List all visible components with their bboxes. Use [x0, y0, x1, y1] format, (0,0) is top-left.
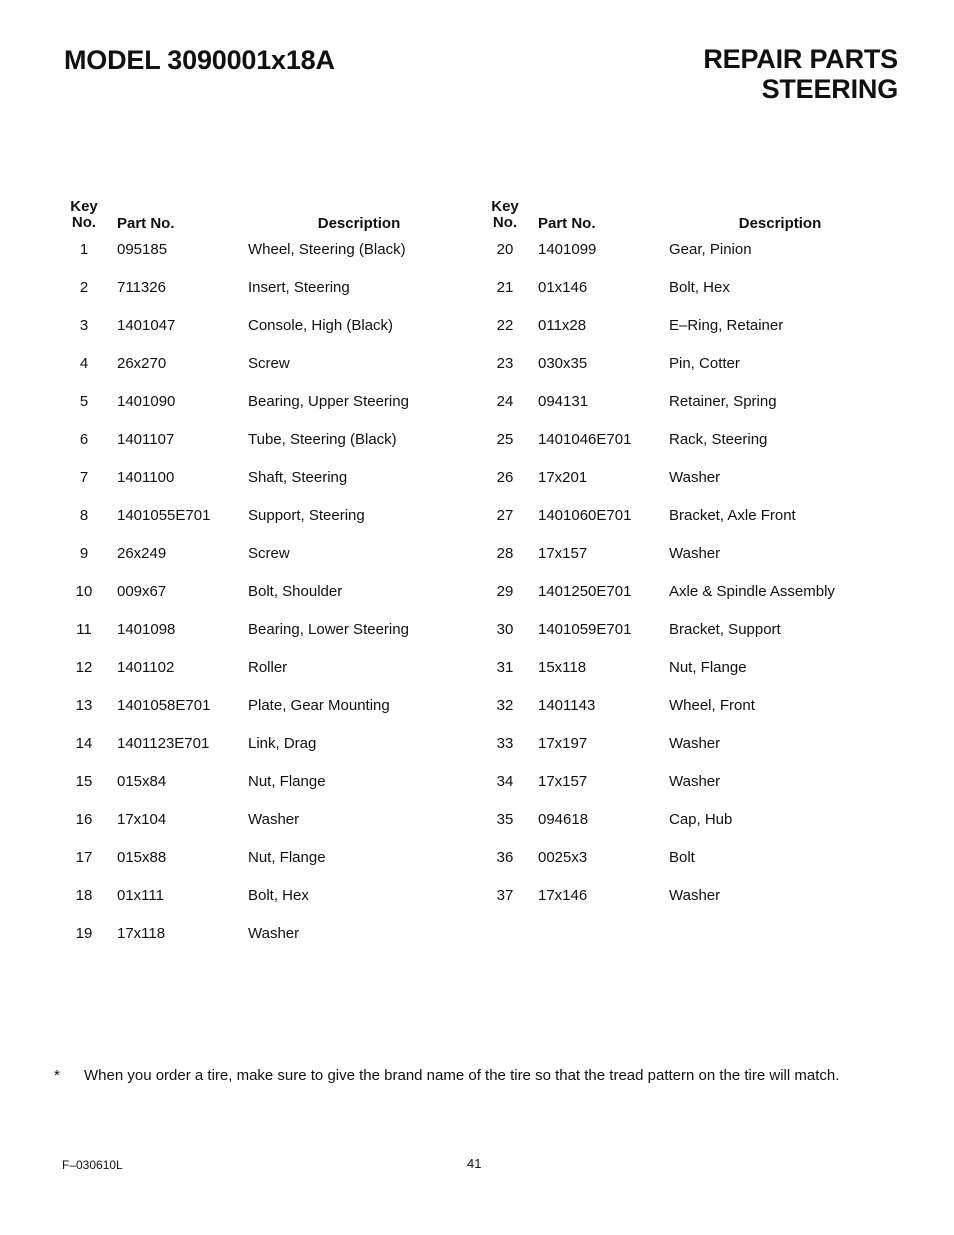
key-no: 25	[496, 431, 514, 448]
part-no: 011x28	[538, 317, 587, 334]
table-row	[477, 463, 897, 501]
key-no: 9	[79, 545, 89, 562]
table-row	[477, 539, 897, 577]
note-text: When you order a tire, make sure to give the brand name of the tire so that the tread pattern on the tire will match.	[84, 1067, 840, 1084]
key-no: 8	[79, 507, 89, 524]
part-description: E–Ring, Retainer	[669, 317, 784, 334]
part-description: Nut, Flange	[248, 849, 326, 866]
table-row	[56, 311, 456, 349]
part-no: 17x146	[538, 887, 588, 904]
table-row	[477, 881, 897, 919]
key-no: 18	[75, 887, 93, 904]
table-row	[56, 729, 456, 767]
part-no: 1401055E701	[117, 507, 211, 524]
key-no: 19	[75, 925, 93, 942]
table-row	[56, 767, 456, 805]
table-row	[477, 501, 897, 539]
key-no: 3	[79, 317, 89, 334]
table-row	[477, 729, 897, 767]
table-row	[477, 235, 897, 273]
key-no: 22	[496, 317, 514, 334]
table-row	[56, 539, 456, 577]
part-description: Console, High (Black)	[248, 317, 394, 334]
table-row	[56, 843, 456, 881]
table-row	[56, 577, 456, 615]
part-description: Screw	[248, 355, 290, 372]
part-no: 015x88	[117, 849, 167, 866]
part-description: Bearing, Upper Steering	[248, 393, 409, 410]
part-no: 1401123E701	[117, 735, 210, 752]
table-row	[477, 653, 897, 691]
part-description: Roller	[248, 659, 288, 676]
part-no: 1401107	[117, 431, 175, 448]
part-no: 26x249	[117, 545, 167, 562]
part-description: Shaft, Steering	[248, 469, 348, 486]
part-description: Bolt, Shoulder	[248, 583, 343, 600]
section-title	[703, 44, 898, 104]
key-no: 28	[496, 545, 514, 562]
parts-rows-right	[477, 235, 897, 919]
part-no: 01x111	[117, 887, 164, 904]
table-row	[477, 615, 897, 653]
section-title-line-2: STEERING	[761, 74, 898, 104]
key-no: 30	[496, 621, 514, 638]
part-no: 26x270	[117, 355, 167, 372]
part-no: 17x197	[538, 735, 588, 752]
key-no: 27	[496, 507, 514, 524]
part-description: Washer	[669, 735, 721, 752]
table-header	[56, 199, 456, 235]
part-description: Insert, Steering	[248, 279, 350, 296]
key-no: 35	[496, 811, 514, 828]
key-no: 10	[75, 583, 93, 600]
part-description: Wheel, Front	[669, 697, 755, 714]
part-description: Washer	[669, 469, 721, 486]
table-row	[477, 273, 897, 311]
part-no: 01x146	[538, 279, 588, 296]
part-no: 1401046E701	[538, 431, 632, 448]
part-no: 17x201	[538, 469, 588, 486]
table-row	[477, 387, 897, 425]
key-no: 26	[496, 469, 514, 486]
section-title-line-1: REPAIR PARTS	[703, 44, 898, 74]
part-description: Plate, Gear Mounting	[248, 697, 390, 714]
part-description: Bolt, Hex	[669, 279, 730, 296]
key-no: 5	[79, 393, 89, 410]
key-no: 34	[496, 773, 514, 790]
note-marker: *	[54, 1067, 60, 1084]
key-no: 21	[496, 279, 514, 296]
header-part-no: Part No.	[117, 215, 175, 232]
parts-table-left	[56, 199, 456, 957]
part-description: Link, Drag	[248, 735, 317, 752]
part-description: Washer	[669, 545, 721, 562]
part-no: 1401059E701	[538, 621, 632, 638]
key-no: 16	[75, 811, 93, 828]
part-no: 17x157	[538, 545, 588, 562]
key-no: 14	[75, 735, 93, 752]
table-row	[477, 577, 897, 615]
key-no: 4	[79, 355, 89, 372]
header-part-no: Part No.	[538, 215, 596, 232]
table-row	[56, 501, 456, 539]
key-no: 2	[79, 279, 89, 296]
table-row	[56, 235, 456, 273]
part-no: 095185	[117, 241, 168, 258]
part-no: 0025x3	[538, 849, 588, 866]
part-no: 711326	[117, 279, 166, 296]
key-no: 12	[75, 659, 93, 676]
table-row	[56, 653, 456, 691]
part-description: Screw	[248, 545, 290, 562]
part-description: Bracket, Axle Front	[669, 507, 796, 524]
form-code: F–030610L	[62, 1158, 123, 1172]
parts-rows-left	[56, 235, 456, 957]
part-description: Bracket, Support	[669, 621, 781, 638]
part-description: Cap, Hub	[669, 811, 733, 828]
part-no: 17x157	[538, 773, 588, 790]
part-no: 094618	[538, 811, 589, 828]
key-no: 31	[496, 659, 514, 676]
key-no: 33	[496, 735, 514, 752]
table-row	[56, 349, 456, 387]
part-description: Washer	[248, 811, 300, 828]
table-row	[477, 311, 897, 349]
header-description: Description	[738, 215, 822, 232]
part-description: Support, Steering	[248, 507, 365, 524]
key-no: 6	[79, 431, 89, 448]
part-description: Retainer, Spring	[669, 393, 777, 410]
key-no: 7	[79, 469, 89, 486]
model-title: MODEL 3090001x18A	[64, 45, 335, 75]
table-row	[56, 273, 456, 311]
table-row	[477, 691, 897, 729]
key-no: 29	[496, 583, 514, 600]
part-no: 15x118	[538, 659, 587, 676]
part-no: 094131	[538, 393, 589, 410]
tire-order-note	[54, 1067, 839, 1085]
part-description: Bearing, Lower Steering	[248, 621, 409, 638]
table-header	[477, 199, 897, 235]
header-key-no: Key No.	[70, 198, 98, 231]
part-description: Gear, Pinion	[669, 241, 752, 258]
part-description: Nut, Flange	[669, 659, 747, 676]
table-row	[56, 463, 456, 501]
part-no: 009x67	[117, 583, 167, 600]
part-description: Washer	[248, 925, 300, 942]
key-no: 11	[76, 621, 92, 638]
key-no: 1	[79, 241, 89, 258]
page-number: 41	[467, 1156, 482, 1171]
part-no: 030x35	[538, 355, 588, 372]
table-row	[56, 691, 456, 729]
part-description: Tube, Steering (Black)	[248, 431, 397, 448]
part-description: Washer	[669, 887, 721, 904]
header-key-no: Key No.	[491, 198, 519, 231]
part-description: Wheel, Steering (Black)	[248, 241, 406, 258]
part-no: 015x84	[117, 773, 167, 790]
table-row	[477, 805, 897, 843]
part-no: 1401102	[117, 659, 175, 676]
part-no: 17x118	[117, 925, 166, 942]
table-row	[477, 425, 897, 463]
key-no: 24	[496, 393, 514, 410]
key-no: 37	[496, 887, 514, 904]
part-no: 1401143	[538, 697, 596, 714]
part-no: 1401060E701	[538, 507, 632, 524]
key-no: 32	[496, 697, 514, 714]
part-description: Nut, Flange	[248, 773, 326, 790]
part-description: Washer	[669, 773, 721, 790]
part-no: 1401058E701	[117, 697, 211, 714]
part-no: 1401047	[117, 317, 176, 334]
key-no: 17	[75, 849, 93, 866]
part-no: 1401090	[117, 393, 176, 410]
part-no: 1401098	[117, 621, 176, 638]
part-description: Axle & Spindle Assembly	[669, 583, 835, 600]
key-no: 15	[75, 773, 93, 790]
part-description: Bolt, Hex	[248, 887, 309, 904]
part-description: Bolt	[669, 849, 695, 866]
part-no: 1401099	[538, 241, 597, 258]
table-row	[56, 919, 456, 957]
key-no: 23	[496, 355, 514, 372]
key-no: 13	[75, 697, 93, 714]
part-no: 1401100	[117, 469, 175, 486]
table-row	[56, 881, 456, 919]
table-row	[56, 425, 456, 463]
part-description: Rack, Steering	[669, 431, 768, 448]
key-no: 36	[496, 849, 514, 866]
parts-table-right	[477, 199, 897, 919]
key-no: 20	[496, 241, 514, 258]
table-row	[477, 843, 897, 881]
table-row	[477, 767, 897, 805]
header-description: Description	[317, 215, 401, 232]
part-no: 1401250E701	[538, 583, 632, 600]
table-row	[56, 805, 456, 843]
table-row	[56, 387, 456, 425]
part-description: Pin, Cotter	[669, 355, 740, 372]
table-row	[477, 349, 897, 387]
part-no: 17x104	[117, 811, 167, 828]
table-row	[56, 615, 456, 653]
